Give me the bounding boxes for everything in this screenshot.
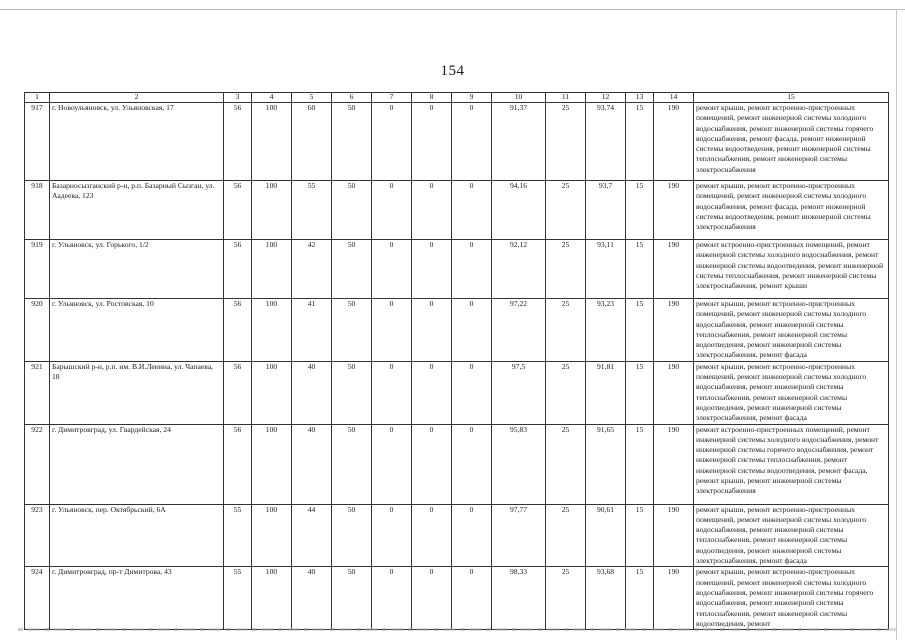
value-cell: 56 [224, 240, 252, 299]
value-cell: 190 [654, 361, 694, 424]
value-cell: 0 [372, 424, 412, 504]
value-cell: 190 [654, 504, 694, 567]
value-cell: 15 [626, 299, 654, 362]
value-cell: 25 [546, 361, 586, 424]
value-cell: 50 [332, 567, 372, 630]
value-cell: 15 [626, 361, 654, 424]
value-cell: 0 [452, 504, 492, 567]
value-cell: 190 [654, 424, 694, 504]
value-cell: 56 [224, 103, 252, 181]
column-header: 13 [626, 93, 654, 103]
value-cell: 93,7 [586, 181, 626, 240]
column-number-row [25, 93, 889, 103]
value-cell: 0 [412, 567, 452, 630]
value-cell: 40 [292, 567, 332, 630]
value-cell: 15 [626, 567, 654, 630]
table-row [25, 240, 889, 299]
value-cell: 0 [372, 299, 412, 362]
table-row [25, 361, 889, 424]
value-cell: 91,81 [586, 361, 626, 424]
value-cell: 97,22 [492, 299, 546, 362]
value-cell: 25 [546, 504, 586, 567]
works-description: ремонт крыши, ремонт встроенно-пристроенных помещений, ремонт инженерной системы холодного водоснабжения, ремонт инженерной системы теплоснабжения, ремонт инженерной системы водоотведения, ремонт инженерной системы электроснабжения, ремонт фасада [694, 504, 889, 567]
value-cell: 0 [452, 361, 492, 424]
value-cell: 55 [224, 567, 252, 630]
value-cell: 50 [332, 424, 372, 504]
value-cell: 0 [452, 103, 492, 181]
column-header: 2 [50, 93, 224, 103]
value-cell: 93,11 [586, 240, 626, 299]
scan-edge-noise [18, 628, 898, 631]
table-row [25, 567, 889, 630]
value-cell: 190 [654, 240, 694, 299]
address-cell: г. Димитровград, пр-т Димитрова, 43 [50, 567, 224, 630]
value-cell: 15 [626, 103, 654, 181]
value-cell: 0 [452, 299, 492, 362]
works-description: ремонт встроенно-пристроенных помещений, ремонт инженерной системы холодного водоснабжения, ремонт инженерной системы горячего водоснабжения, ремонт инженерной системы теплоснабжения, ремонт инженерной системы водоотведения, ремонт фасада, ремонт крыши, ремонт инженерной системы электроснабжения [694, 424, 889, 504]
value-cell: 15 [626, 240, 654, 299]
value-cell: 0 [372, 240, 412, 299]
value-cell: 25 [546, 103, 586, 181]
row-number: 917 [25, 103, 50, 181]
works-table [24, 92, 889, 630]
value-cell: 0 [452, 181, 492, 240]
works-description: ремонт крыши, ремонт встроенно-пристроенных помещений, ремонт инженерной системы холодного водоснабжения, ремонт инженерной системы теплоснабжения, ремонт инженерной системы водоотведения, ремонт инженерной системы электроснабжения, ремонт фасада [694, 299, 889, 362]
value-cell: 42 [292, 240, 332, 299]
value-cell: 94,16 [492, 181, 546, 240]
value-cell: 0 [372, 567, 412, 630]
row-number: 923 [25, 504, 50, 567]
value-cell: 0 [412, 181, 452, 240]
page-number: 154 [440, 63, 465, 79]
value-cell: 56 [224, 299, 252, 362]
works-description: ремонт крыши, ремонт встроенно-пристроенных помещений, ремонт инженерной системы холодного водоснабжения, ремонт инженерной системы горячего водоснабжения, ремонт фасада, ремонт инженерной системы водоотведения, ремонт инженерной системы теплоснабжения, ремонт инженерной системы электроснабжения [694, 103, 889, 181]
value-cell: 55 [292, 181, 332, 240]
value-cell: 93,74 [586, 103, 626, 181]
value-cell: 100 [252, 181, 292, 240]
value-cell: 0 [452, 567, 492, 630]
value-cell: 0 [412, 299, 452, 362]
value-cell: 100 [252, 299, 292, 362]
column-header: 6 [332, 93, 372, 103]
value-cell: 25 [546, 299, 586, 362]
value-cell: 93,68 [586, 567, 626, 630]
row-number: 919 [25, 240, 50, 299]
table-row [25, 424, 889, 504]
value-cell: 15 [626, 504, 654, 567]
address-cell: г. Ульяновск, ул. Горького, 1/2 [50, 240, 224, 299]
value-cell: 50 [332, 361, 372, 424]
value-cell: 0 [372, 504, 412, 567]
value-cell: 15 [626, 424, 654, 504]
value-cell: 15 [626, 181, 654, 240]
address-cell: г. Ульяновск, пер. Октябрьский, 6А [50, 504, 224, 567]
value-cell: 50 [332, 103, 372, 181]
column-header: 4 [252, 93, 292, 103]
page-right-edge [896, 9, 897, 640]
row-number: 920 [25, 299, 50, 362]
value-cell: 56 [224, 361, 252, 424]
value-cell: 25 [546, 567, 586, 630]
value-cell: 50 [332, 181, 372, 240]
address-cell: г. Новоульяновск, ул. Ульяновская, 17 [50, 103, 224, 181]
table-row [25, 299, 889, 362]
value-cell: 25 [546, 181, 586, 240]
value-cell: 0 [372, 103, 412, 181]
value-cell: 25 [546, 240, 586, 299]
address-cell: г. Ульяновск, ул. Ростовская, 10 [50, 299, 224, 362]
value-cell: 0 [452, 424, 492, 504]
table-row [25, 103, 889, 181]
works-description: ремонт крыши, ремонт встроенно-пристроенных помещений, ремонт инженерной системы холодного водоснабжения, ремонт инженерной системы горячего водоснабжения, ремонт инженерной системы теплоснабжения, ремонт инженерной системы водоотведения, ремонт [694, 567, 889, 630]
column-header: 7 [372, 93, 412, 103]
value-cell: 190 [654, 103, 694, 181]
value-cell: 50 [332, 299, 372, 362]
value-cell: 25 [546, 424, 586, 504]
value-cell: 97,5 [492, 361, 546, 424]
table-row [25, 181, 889, 240]
value-cell: 0 [412, 424, 452, 504]
value-cell: 100 [252, 103, 292, 181]
value-cell: 91,37 [492, 103, 546, 181]
value-cell: 100 [252, 424, 292, 504]
value-cell: 41 [292, 299, 332, 362]
column-header: 15 [694, 93, 889, 103]
value-cell: 93,23 [586, 299, 626, 362]
value-cell: 0 [412, 240, 452, 299]
value-cell: 40 [292, 361, 332, 424]
value-cell: 40 [292, 424, 332, 504]
address-cell: Барышский р-н, р.п. им. В.И.Ленина, ул. Чапаева, 18 [50, 361, 224, 424]
row-number: 921 [25, 361, 50, 424]
value-cell: 190 [654, 181, 694, 240]
address-cell: Базарносызганский р-н, р.п. Базарный Сызган, ул. Аадеева, 123 [50, 181, 224, 240]
value-cell: 190 [654, 567, 694, 630]
column-header: 5 [292, 93, 332, 103]
works-description: ремонт крыши, ремонт встроенно-пристроенных помещений, ремонт инженерной системы холодного водоснабжения, ремонт инженерной системы теплоснабжения, ремонт инженерной системы водоотведения, ремонт инженерной системы электроснабжения, ремонт фасада [694, 361, 889, 424]
value-cell: 0 [372, 361, 412, 424]
value-cell: 100 [252, 567, 292, 630]
column-header: 12 [586, 93, 626, 103]
address-cell: г. Димитровград, ул. Гвардейская, 24 [50, 424, 224, 504]
value-cell: 60 [292, 103, 332, 181]
value-cell: 0 [412, 504, 452, 567]
value-cell: 100 [252, 240, 292, 299]
value-cell: 100 [252, 504, 292, 567]
page-top-edge [0, 9, 905, 10]
row-number: 922 [25, 424, 50, 504]
value-cell: 100 [252, 361, 292, 424]
value-cell: 0 [452, 240, 492, 299]
column-header: 1 [25, 93, 50, 103]
value-cell: 91,65 [586, 424, 626, 504]
works-description: ремонт крыши, ремонт встроенно-пристроенных помещений, ремонт инженерной системы холодного водоснабжения, ремонт фасада, ремонт инженерной системы водоотведения, ремонт инженерной системы электроснабжения [694, 181, 889, 240]
value-cell: 95,83 [492, 424, 546, 504]
value-cell: 190 [654, 299, 694, 362]
value-cell: 44 [292, 504, 332, 567]
value-cell: 0 [412, 361, 452, 424]
value-cell: 98,33 [492, 567, 546, 630]
column-header: 14 [654, 93, 694, 103]
table-row [25, 504, 889, 567]
value-cell: 55 [224, 504, 252, 567]
column-header: 11 [546, 93, 586, 103]
value-cell: 50 [332, 240, 372, 299]
value-cell: 0 [412, 103, 452, 181]
value-cell: 92,12 [492, 240, 546, 299]
column-header: 10 [492, 93, 546, 103]
row-number: 924 [25, 567, 50, 630]
value-cell: 97,77 [492, 504, 546, 567]
value-cell: 0 [372, 181, 412, 240]
works-description: ремонт встроенно-пристроенных помещений, ремонт инженерной системы холодного водоснабжения, ремонт инженерной системы водоотведения, ремонт инженерной системы теплоснабжения, ремонт инженерной системы электроснабжения, ремонт крыши [694, 240, 889, 299]
value-cell: 50 [332, 504, 372, 567]
value-cell: 90,61 [586, 504, 626, 567]
value-cell: 56 [224, 424, 252, 504]
value-cell: 56 [224, 181, 252, 240]
column-header: 9 [452, 93, 492, 103]
column-header: 3 [224, 93, 252, 103]
column-header: 8 [412, 93, 452, 103]
row-number: 918 [25, 181, 50, 240]
